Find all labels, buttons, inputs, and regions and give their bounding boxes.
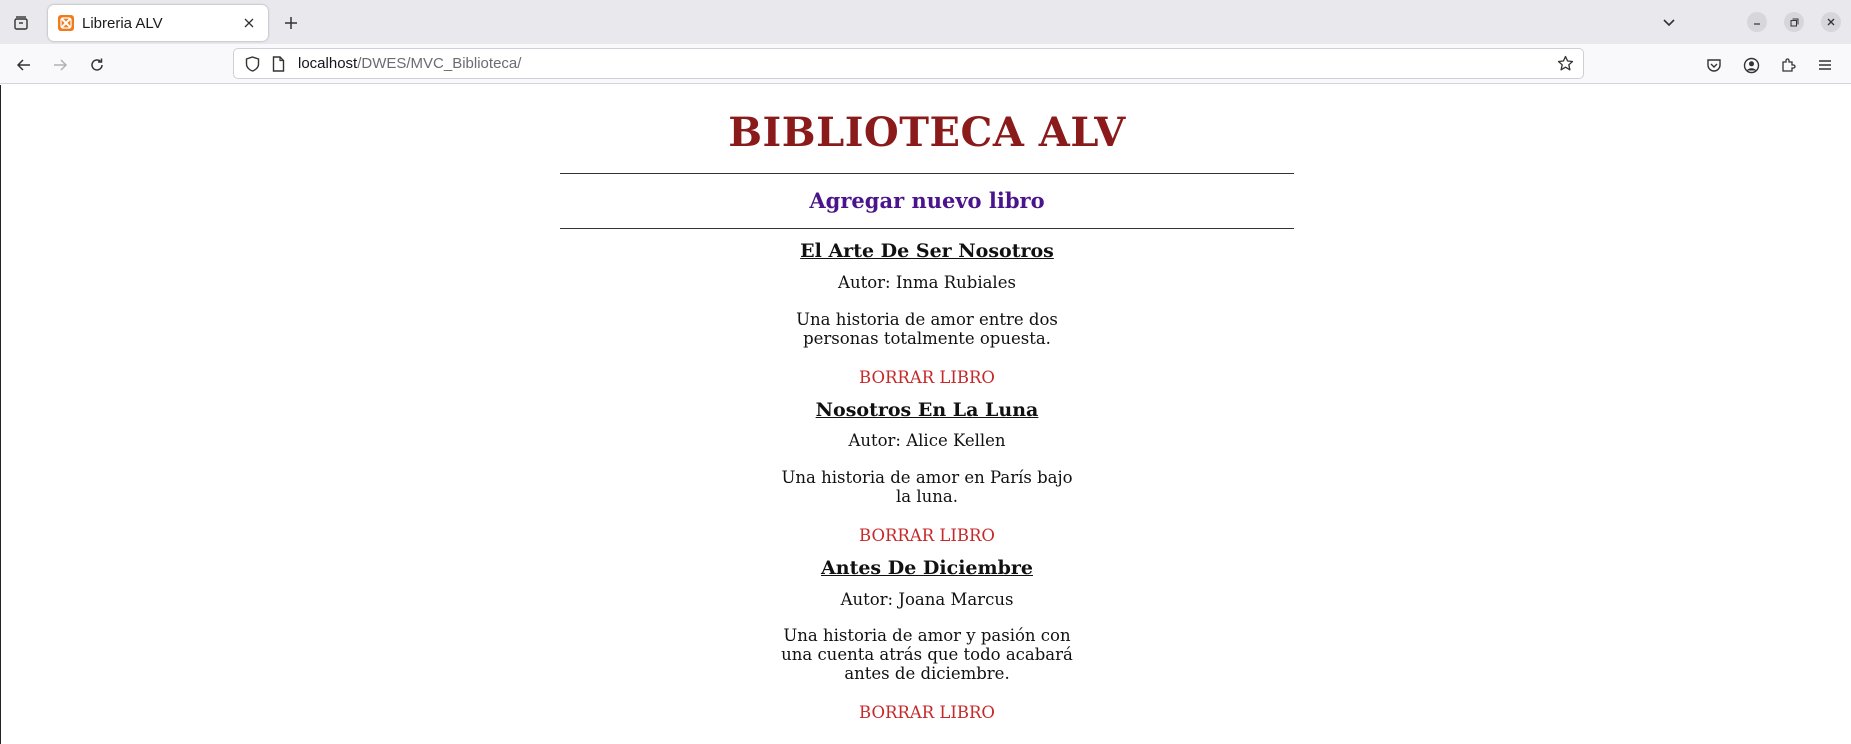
shield-icon[interactable]: [242, 54, 262, 74]
book-item: [560, 240, 1294, 387]
book-author: Autor: Alice Kellen: [848, 431, 1006, 451]
delete-book-link[interactable]: BORRAR LIBRO: [859, 526, 995, 546]
book-author: Autor: Inma Rubiales: [838, 272, 1016, 292]
delete-book-link[interactable]: BORRAR LIBRO: [859, 703, 995, 723]
library-content: [560, 85, 1294, 723]
book-title: Antes De Diciembre: [821, 556, 1033, 579]
arrow-right-icon[interactable]: [48, 53, 72, 77]
star-icon[interactable]: [1555, 54, 1575, 74]
restore-icon[interactable]: [1784, 12, 1804, 32]
account-icon[interactable]: [1739, 53, 1763, 77]
book-description: Una historia de amor y pasión con una cuenta atrás que todo acabará antes de diciembre.: [781, 626, 1073, 684]
book-title: Nosotros En La Luna: [815, 398, 1039, 421]
book-item: [560, 557, 1294, 723]
url-text[interactable]: [298, 55, 1555, 72]
book-title: El Arte De Ser Nosotros: [800, 240, 1054, 263]
add-book-link[interactable]: Agregar nuevo libro: [809, 188, 1045, 213]
close-icon[interactable]: [240, 14, 258, 32]
url-path: /DWES/MVC_Biblioteca/: [357, 55, 522, 72]
arrow-left-icon[interactable]: [12, 53, 36, 77]
divider-bottom: [560, 228, 1294, 229]
divider-top: [560, 173, 1294, 174]
browser-tab[interactable]: [48, 5, 268, 41]
address-bar[interactable]: [233, 48, 1584, 79]
puzzle-icon[interactable]: [1776, 53, 1800, 77]
tab-title: Libreria ALV: [82, 14, 163, 32]
navigation-toolbar: [0, 44, 1851, 84]
hamburger-icon[interactable]: [1813, 53, 1837, 77]
xampp-icon: [58, 15, 74, 31]
chevron-down-icon[interactable]: [1658, 11, 1680, 33]
book-author: Autor: Joana Marcus: [840, 589, 1014, 609]
plus-icon[interactable]: [280, 12, 302, 34]
minimize-icon[interactable]: [1747, 12, 1767, 32]
book-description: Una historia de amor en París bajo la luna.: [781, 468, 1073, 507]
book-item: [560, 399, 1294, 546]
url-host: localhost: [298, 55, 358, 72]
page-title: BIBLIOTECA ALV: [728, 109, 1126, 156]
page-icon[interactable]: [268, 54, 288, 74]
book-description: Una historia de amor entre dos personas totalmente opuesta.: [796, 309, 1058, 348]
tab-bar: [0, 0, 1851, 44]
tab-list-icon[interactable]: [8, 10, 34, 36]
reload-icon[interactable]: [85, 53, 109, 77]
page-viewport: [0, 85, 1851, 744]
delete-book-link[interactable]: BORRAR LIBRO: [859, 367, 995, 387]
close-window-icon[interactable]: [1821, 12, 1841, 32]
pocket-icon[interactable]: [1702, 53, 1726, 77]
